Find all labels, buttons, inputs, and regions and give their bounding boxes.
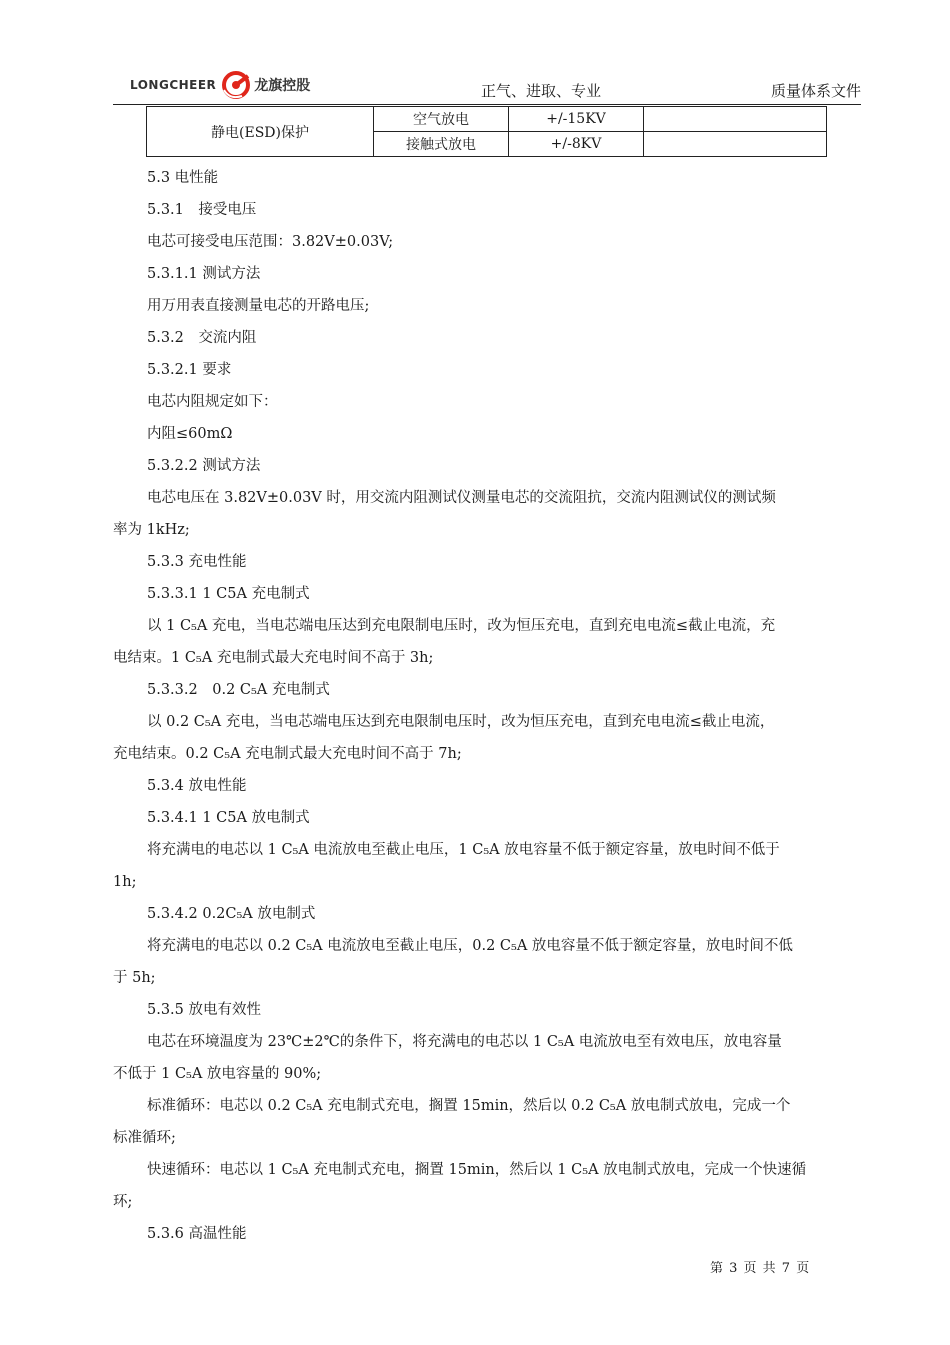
table-cell: +/-15KV	[509, 107, 644, 132]
table-row	[147, 107, 827, 132]
header-slogan: 正气、进取、专业	[481, 82, 602, 100]
swirl-logo-icon	[220, 70, 252, 100]
body-line: 充电结束。0.2 C₅A 充电制式最大充电时间不高于 7h;	[113, 746, 462, 762]
body-line: 以 0.2 C₅A 充电，当电芯端电压达到充电限制电压时，改为恒压充电，直到充电电流≤截止电流，	[147, 714, 775, 730]
table-cell: 接触式放电	[374, 132, 509, 157]
body-line: 环;	[113, 1194, 133, 1210]
section-heading: 5.3.5 放电有效性	[147, 1002, 262, 1018]
body-line: 电芯电压在 3.82V±0.03V 时，用交流内阻测试仪测量电芯的交流阻抗，交流内阻测试仪的测试频	[147, 490, 776, 506]
section-heading: 5.3.2 交流内阻	[147, 330, 257, 346]
page-header	[113, 64, 861, 105]
section-heading: 5.3.4.2 0.2C₅A 放电制式	[147, 906, 316, 922]
table-cell: 空气放电	[374, 107, 509, 132]
body-line: 电芯在环境温度为 23℃±2℃的条件下，将充满电的电芯以 1 C₅A 电流放电至有效电压，放电容量	[147, 1034, 782, 1050]
section-heading: 5.3.2.1 要求	[147, 362, 232, 378]
header-document-type: 质量体系文件	[770, 82, 861, 100]
body-line: 内阻≤60mΩ	[147, 426, 233, 442]
body-line: 以 1 C₅A 充电，当电芯端电压达到充电限制电压时，改为恒压充电，直到充电电流≤截止电流，充	[147, 618, 776, 634]
body-line: 标准循环;	[113, 1130, 176, 1146]
table-cell: +/-8KV	[509, 132, 644, 157]
section-heading: 5.3.6 高温性能	[147, 1226, 247, 1242]
section-heading: 5.3.1 接受电压	[147, 202, 257, 218]
logo-english-text: LONGCHEER	[130, 78, 217, 92]
section-heading: 5.3.3.1 1 C5A 充电制式	[147, 586, 310, 602]
body-line: 用万用表直接测量电芯的开路电压;	[147, 298, 370, 314]
company-logo	[130, 70, 310, 100]
body-line: 1h;	[113, 874, 137, 890]
body-line: 电芯可接受电压范围：3.82V±0.03V;	[147, 234, 394, 250]
section-heading: 5.3.3.2 0.2 C₅A 充电制式	[147, 682, 330, 698]
body-line: 于 5h;	[113, 970, 156, 986]
section-heading: 5.3.4 放电性能	[147, 778, 247, 794]
section-heading: 5.3.2.2 测试方法	[147, 458, 261, 474]
body-line: 电芯内阻规定如下：	[147, 394, 278, 410]
page-number: 第 3 页 共 7 页	[710, 1261, 810, 1276]
section-heading: 5.3 电性能	[147, 170, 219, 186]
body-line: 将充满电的电芯以 1 C₅A 电流放电至截止电压，1 C₅A 放电容量不低于额定容量，放电时间不低于	[147, 842, 780, 858]
body-line: 快速循环：电芯以 1 C₅A 充电制式充电，搁置 15min，然后以 1 C₅A 放电制式放电，完成一个快速循	[147, 1162, 807, 1178]
body-line: 将充满电的电芯以 0.2 C₅A 电流放电至截止电压，0.2 C₅A 放电容量不低于额定容量，放电时间不低	[147, 938, 793, 954]
body-line: 不低于 1 C₅A 放电容量的 90%;	[113, 1066, 322, 1082]
section-heading: 5.3.1.1 测试方法	[147, 266, 261, 282]
logo-chinese-text: 龙旗控股	[254, 78, 311, 94]
section-heading: 5.3.3 充电性能	[147, 554, 247, 570]
esd-protection-table	[146, 106, 827, 157]
table-cell	[644, 107, 827, 132]
body-line: 电结束。1 C₅A 充电制式最大充电时间不高于 3h;	[113, 650, 434, 666]
table-cell	[644, 132, 827, 157]
section-heading: 5.3.4.1 1 C5A 放电制式	[147, 810, 310, 826]
body-line: 率为 1kHz;	[113, 522, 190, 538]
esd-label-cell: 静电(ESD)保护	[147, 107, 374, 157]
body-line: 标准循环：电芯以 0.2 C₅A 充电制式充电，搁置 15min，然后以 0.2 C₅A 放电制式放电，完成一个	[147, 1098, 791, 1114]
